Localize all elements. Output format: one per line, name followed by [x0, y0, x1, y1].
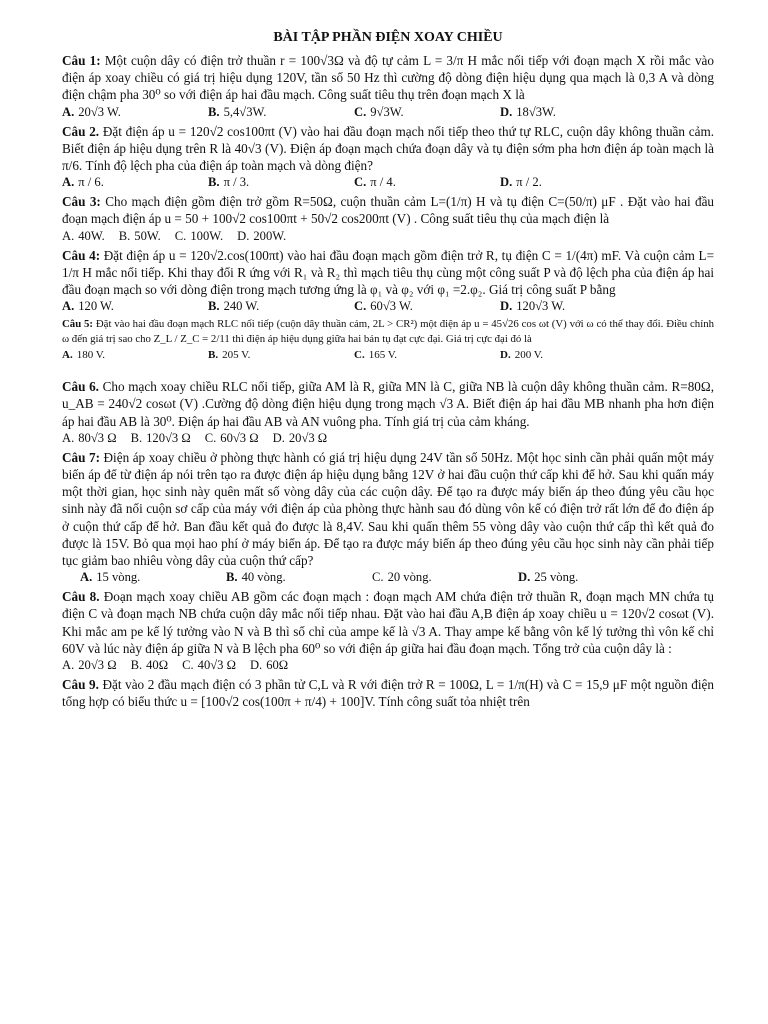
option-a: A. 15 vòng. — [80, 570, 141, 585]
option-c: C. 60√3 Ω — [204, 430, 259, 445]
option-c: C. 20 vòng. — [372, 570, 432, 585]
option-c: C. 100W. — [174, 228, 224, 243]
option-a: A. 180 V. — [62, 349, 106, 362]
option-a: A. 20√3 W. — [62, 104, 121, 119]
option-a: A. 40W. — [62, 228, 105, 243]
question-7 — [62, 449, 714, 586]
question-label: Câu 1: — [62, 53, 101, 68]
option-c: C. 165 V. — [354, 349, 398, 362]
options-row — [62, 298, 714, 315]
options-row — [62, 104, 714, 121]
option-b: B. π / 3. — [208, 175, 250, 190]
question-text: Đặt vào 2 đầu mạch điện có 3 phần tử C,L và R với điện trở R = 100Ω, L = 1/π(H) và C = 15,9 μF một nguồn điện tổng hợp có biểu thức u = [100√2 cos(100π + π/4) + 100]V. Tính công suất tỏa nhiệt trên — [62, 677, 715, 710]
question-label: Câu 6. — [62, 379, 99, 395]
question-text: Cho mạch điện gồm điện trở gồm R=50Ω, cuộn thuần cảm L=(1/π) H và tụ điện C=(50/π) μF . Đặt vào hai đầu đoạn mạch điện áp u = 50 + 100√2 cos100πt + 50√2 cos200πt (V) . Công suất tiêu thụ của mạch điện là — [62, 194, 715, 227]
question-4 — [62, 247, 714, 316]
option-d: D. 25 vòng. — [518, 570, 579, 585]
question-9 — [62, 676, 714, 710]
options-row — [62, 569, 714, 586]
option-c: C. π / 4. — [354, 175, 396, 190]
option-c: C. 9√3W. — [354, 104, 404, 119]
option-d: D. 18√3W. — [500, 104, 556, 119]
question-label: Câu 2. — [62, 123, 100, 139]
options-row — [62, 347, 714, 364]
options-row — [62, 174, 714, 191]
option-c: C. 60√3 W. — [354, 299, 413, 314]
option-b: B. 40 vòng. — [226, 570, 286, 585]
question-2 — [62, 123, 714, 192]
option-b: B. 240 W. — [208, 299, 260, 314]
option-d: D. 200W. — [237, 228, 287, 243]
question-label: Câu 3: — [62, 194, 101, 210]
option-b: B. 205 V. — [208, 349, 251, 362]
option-b: B. 120√3 Ω — [130, 430, 191, 445]
question-text: Đặt vào hai đầu đoạn mạch RLC nối tiếp (cuộn dây thuần cảm, 2L > CR²) một điện áp u = 45√26 cos ωt (V) với ω có thể thay đổi. Điều chỉnh ω đến giá trị sao cho Z_L / Z_C = 2/11 thì điện áp hiệu dụng giữa hai bản tụ đạt cực đại. Giá trị cực đại đó là — [62, 318, 714, 346]
question-label: Câu 8. — [62, 589, 100, 605]
question-6 — [62, 378, 714, 447]
question-5 — [62, 317, 714, 364]
question-1 — [62, 52, 714, 121]
option-a: A. 20√3 Ω — [62, 658, 117, 673]
option-a: A. 80√3 Ω — [62, 430, 117, 445]
options-row — [62, 430, 714, 447]
option-d: D. π / 2. — [500, 175, 542, 190]
option-b: B. 50W. — [118, 228, 161, 243]
option-a: A. π / 6. — [62, 175, 104, 190]
question-text: Đặt điện áp u = 120√2 cos100πt (V) vào hai đầu đoạn mạch nối tiếp theo thứ tự RLC, cuộn dây không thuần cảm. Biết điện áp hiệu dụng trên R là 40√3 (V). Điện áp đoạn mạch chứa đoạn dây và tụ điện sớm pha hơn điện áp toàn mạch là π/6. Tính độ lệch pha của điện áp toàn mạch và dòng điện? — [62, 123, 714, 174]
question-text: Một cuộn dây có điện trở thuần r = 100√3Ω và độ tự cảm L = 3/π H mắc nối tiếp với đoạn mạch X rồi mắc vào điện áp xoay chiều có giá trị hiệu dụng 120V, tần số 50 Hz thì cường độ dòng điện hiệu dụng qua mạch là 0,3 A và dòng điện chậm pha 30⁰ so với điện áp hai đầu mạch. Công suất tiêu thụ trên đoạn mạch X là — [62, 53, 715, 103]
spacer — [62, 364, 714, 376]
question-text: Đoạn mạch xoay chiều AB gồm các đoạn mạch : đoạn mạch AM chứa điện trở thuần R, đoạn mạch MN chứa tụ điện C và đoạn mạch NB chứa cuộn dây mắc nối tiếp nhau. Đặt vào hai đầu A,B điện áp xoay chiều u = 120√2 cosωt (V). Khi mắc am pe kế lý tưởng vào N và B thì số chỉ của ampe kế là √3 A. Thay ampe kế bằng vôn kế lý tưởng thì vôn kế chỉ 60V và lúc này điện áp giữa N và B lệch pha 60⁰ so với điện áp giữa hai đầu đoạn mạch. Tổng trở của cuộn dây là : — [62, 589, 715, 656]
option-b: B. 5,4√3W. — [208, 104, 267, 119]
question-label: Câu 7: — [62, 449, 100, 465]
page-title: BÀI TẬP PHẦN ĐIỆN XOAY CHIỀU — [273, 30, 503, 45]
option-d: D. 120√3 W. — [500, 299, 566, 314]
question-label: Câu 9. — [62, 677, 99, 693]
question-text: Cho mạch xoay chiều RLC nối tiếp, giữa AM là R, giữa MN là C, giữa NB là cuộn dây không thuần cảm. R=80Ω, u_AB = 240√2 cosωt (V) .Cường độ dòng điện hiệu dụng trong mạch √3 A. Biết điện áp hai đầu MB nhanh pha hơn điện áp hai đầu AB là 30⁰. Điện áp hai đầu AB và AN vuông pha. Tính giá trị của cảm kháng. — [62, 379, 714, 429]
question-text: Điện áp xoay chiều ở phòng thực hành có giá trị hiệu dụng 24V tần số 50Hz. Một học sinh cần phải quấn một máy biến áp để từ điện áp nói trên tạo ra được điện áp hiệu dụng bằng 12V ở hai đầu cuộn thứ cấp khi để hở. Sau khi quấn máy một thời gian, học sinh này quên mất số vòng dây của các cuộn dây. Để tạo ra được máy biến áp theo đúng yêu cầu học sinh này đã nối cuộn sơ cấp của máy với điện áp của phòng thực hành sau đó dùng vôn kế có điện trở rất lớn để đo điện áp ở cuộn thứ cấp để hở. Ban đầu kết quả đo được là 8,4V. Sau khi quấn thêm 55 vòng dây vào cuộn thứ cấp thì kết quả đo được là 15V. Bỏ qua mọi hao phí ở máy biến áp. Để tạo ra được máy biến áp theo đúng yêu cầu học sinh này cần phải tiếp tục giảm bao nhiêu vòng dây của cuộn thứ cấp? — [62, 449, 715, 569]
document-page — [62, 30, 714, 710]
question-label: Câu 5: — [62, 318, 94, 331]
option-d: D. 200 V. — [500, 349, 544, 362]
options-row — [62, 657, 714, 674]
option-d: D. 20√3 Ω — [272, 430, 328, 445]
option-a: A. 120 W. — [62, 299, 114, 314]
question-text: Đặt điện áp u = 120√2.cos(100πt) vào hai đầu đoạn mạch gồm điện trở R, tụ điện C = 1/(4π) mF. Và cuộn cảm L= 1/π H mắc nối tiếp. Khi thay đổi R ứng với R₁ và R₂ thì mạch tiêu thụ cùng một công suất P và độ lệch pha của điện áp hai đầu đoạn mạch so với dòng điện trong mạch tương ứng là φ₁ và φ₂ với φ₁ =2.φ₂. Giá trị công suất P bằng — [62, 247, 715, 298]
option-c: C. 40√3 Ω — [182, 658, 236, 673]
options-row — [62, 228, 714, 245]
question-8 — [62, 588, 714, 674]
question-3 — [62, 193, 714, 244]
question-label: Câu 4: — [62, 247, 101, 263]
option-b: B. 40Ω — [130, 658, 169, 673]
option-d: D. 60Ω — [249, 658, 289, 673]
